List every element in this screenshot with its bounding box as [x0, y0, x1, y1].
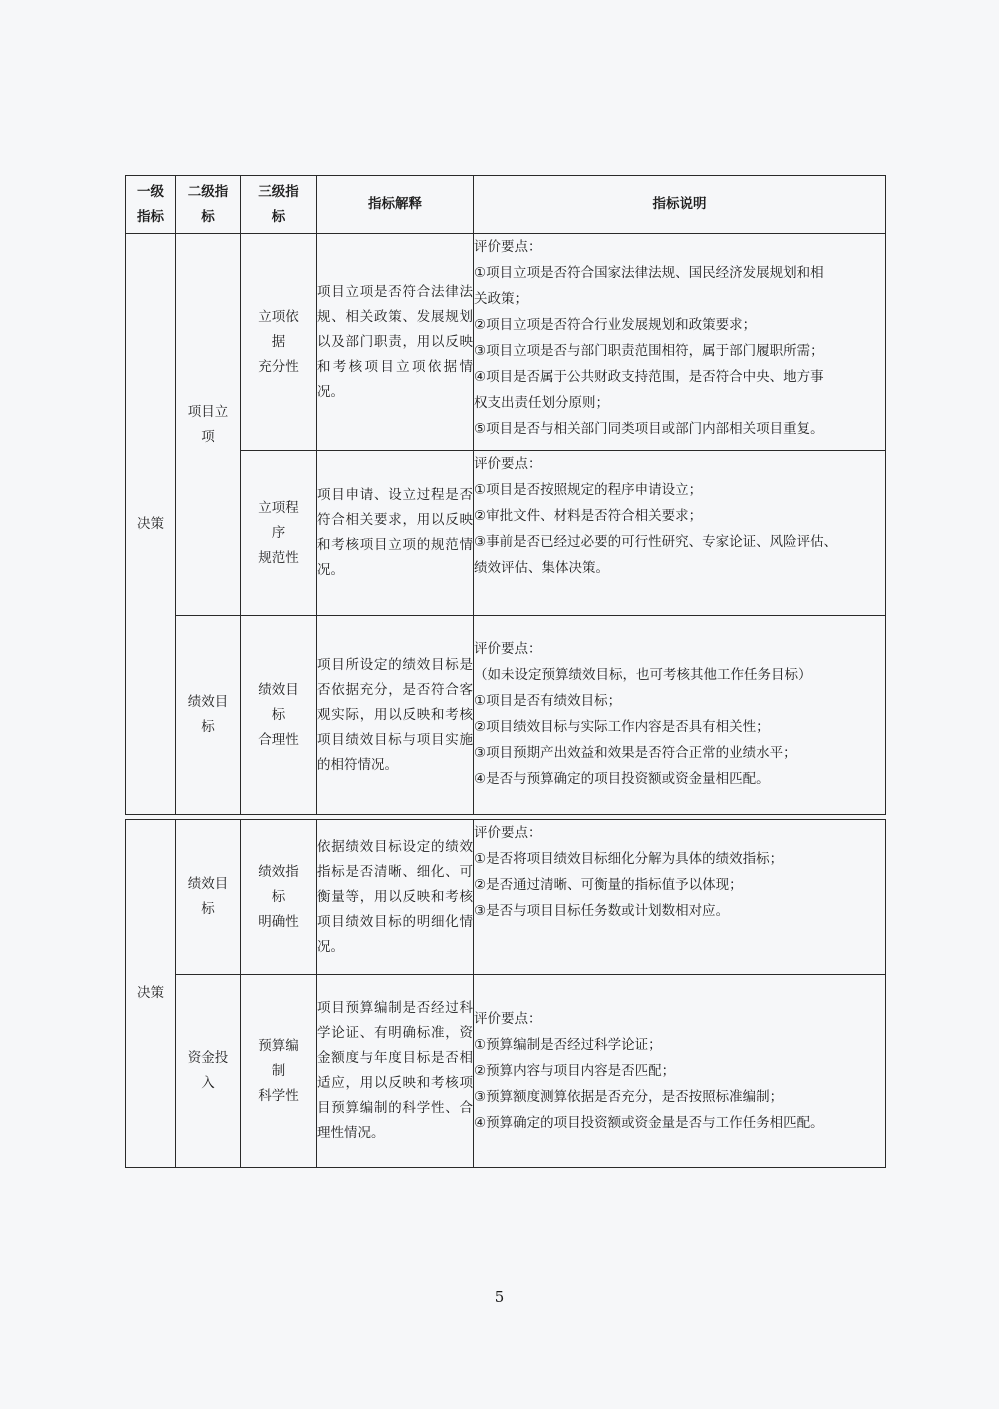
level1-cell: 决策: [126, 234, 176, 815]
table-row: [126, 820, 886, 975]
indicator-table: [125, 175, 886, 1168]
description-line: 评价要点：: [474, 239, 542, 255]
description-line: ③预算额度测算依据是否充分，是否按照标准编制；: [474, 1089, 784, 1105]
table-row: [126, 975, 886, 1168]
header-level2: 二级指 标: [176, 176, 241, 234]
table-row: [126, 616, 886, 815]
level3-cell: 绩效目 标 合理性: [241, 616, 317, 815]
description-line: ③事前是否已经过必要的可行性研究、专家论证、风险评估、: [474, 534, 838, 550]
description-line: ⑤项目是否与相关部门同类项目或部门内部相关项目重复。: [474, 421, 824, 437]
description-line: 权支出责任划分原则；: [474, 395, 609, 411]
description-line: ③项目预期产出效益和效果是否符合正常的业绩水平；: [474, 745, 797, 761]
table-row: [126, 234, 886, 451]
description-line: ②项目立项是否符合行业发展规划和政策要求；: [474, 317, 757, 333]
description-line: ②审批文件、材料是否符合相关要求；: [474, 508, 703, 524]
level3-cell: 绩效指 标 明确性: [241, 820, 317, 975]
interpretation-cell: 项目预算编制是否经过科学论证、有明确标准，资金额度与年度目标是否相适应，用以反映和考核项目预算编制的科学性、合理性情况。: [317, 975, 474, 1168]
table-header-row: [126, 176, 886, 234]
description-line: ①项目是否有绩效目标；: [474, 693, 622, 709]
interpretation-cell: 项目立项是否符合法律法规、相关政策、发展规划以及部门职责，用以反映和考核项目立项依据情况。: [317, 234, 474, 451]
page-number: 5: [494, 1288, 505, 1306]
description-line: ②预算内容与项目内容是否匹配；: [474, 1063, 676, 1079]
description-line: ④是否与预算确定的项目投资额或资金量相匹配。: [474, 771, 770, 787]
level3-cell: 立项依 据 充分性: [241, 234, 317, 451]
header-description: 指标说明: [474, 176, 886, 234]
interpretation-cell: 项目申请、设立过程是否符合相关要求，用以反映和考核项目立项的规范情况。: [317, 451, 474, 616]
header-level1: 一级 指标: [126, 176, 176, 234]
description-cell: [474, 451, 886, 616]
description-line: ①项目立项是否符合国家法律法规、国民经济发展规划和相: [474, 265, 824, 281]
description-line: 评价要点：: [474, 825, 542, 841]
interpretation-cell: 依据绩效目标设定的绩效指标是否清晰、细化、可衡量等，用以反映和考核项目绩效目标的明细化情况。: [317, 820, 474, 975]
description-line: ②是否通过清晰、可衡量的指标值予以体现；: [474, 877, 743, 893]
header-level3: 三级指 标: [241, 176, 317, 234]
level2-cell: 绩效目 标: [176, 616, 241, 815]
level3-cell: 立项程 序 规范性: [241, 451, 317, 616]
level2-cell: 资金投 入: [176, 975, 241, 1168]
description-cell: [474, 616, 886, 815]
description-line: 关政策；: [474, 291, 528, 307]
description-line: ①项目是否按照规定的程序申请设立；: [474, 482, 703, 498]
description-line: （如未设定预算绩效目标，也可考核其他工作任务目标）: [474, 667, 812, 683]
level2-cell: 项目立 项: [176, 234, 241, 616]
level2-cell: 绩效目 标: [176, 820, 241, 975]
level1-cell: 决策: [126, 820, 176, 1168]
level3-cell: 预算编 制 科学性: [241, 975, 317, 1168]
description-line: ①是否将项目绩效目标细化分解为具体的绩效指标；: [474, 851, 784, 867]
description-line: ③项目立项是否与部门职责范围相符，属于部门履职所需；: [474, 343, 824, 359]
description-line: ④项目是否属于公共财政支持范围，是否符合中央、地方事: [474, 369, 824, 385]
description-line: ②项目绩效目标与实际工作内容是否具有相关性；: [474, 719, 770, 735]
description-line: 评价要点：: [474, 641, 542, 657]
description-line: ③是否与项目目标任务数或计划数相对应。: [474, 903, 730, 919]
description-cell: [474, 975, 886, 1168]
description-line: 绩效评估、集体决策。: [474, 560, 609, 576]
description-line: 评价要点：: [474, 456, 542, 472]
description-line: ④预算确定的项目投资额或资金量是否与工作任务相匹配。: [474, 1115, 824, 1131]
interpretation-cell: 项目所设定的绩效目标是否依据充分，是否符合客观实际，用以反映和考核项目绩效目标与项目实施的相符情况。: [317, 616, 474, 815]
header-interpretation: 指标解释: [317, 176, 474, 234]
description-cell: [474, 820, 886, 975]
description-cell: [474, 234, 886, 451]
description-line: ①预算编制是否经过科学论证；: [474, 1037, 662, 1053]
description-line: 评价要点：: [474, 1011, 542, 1027]
